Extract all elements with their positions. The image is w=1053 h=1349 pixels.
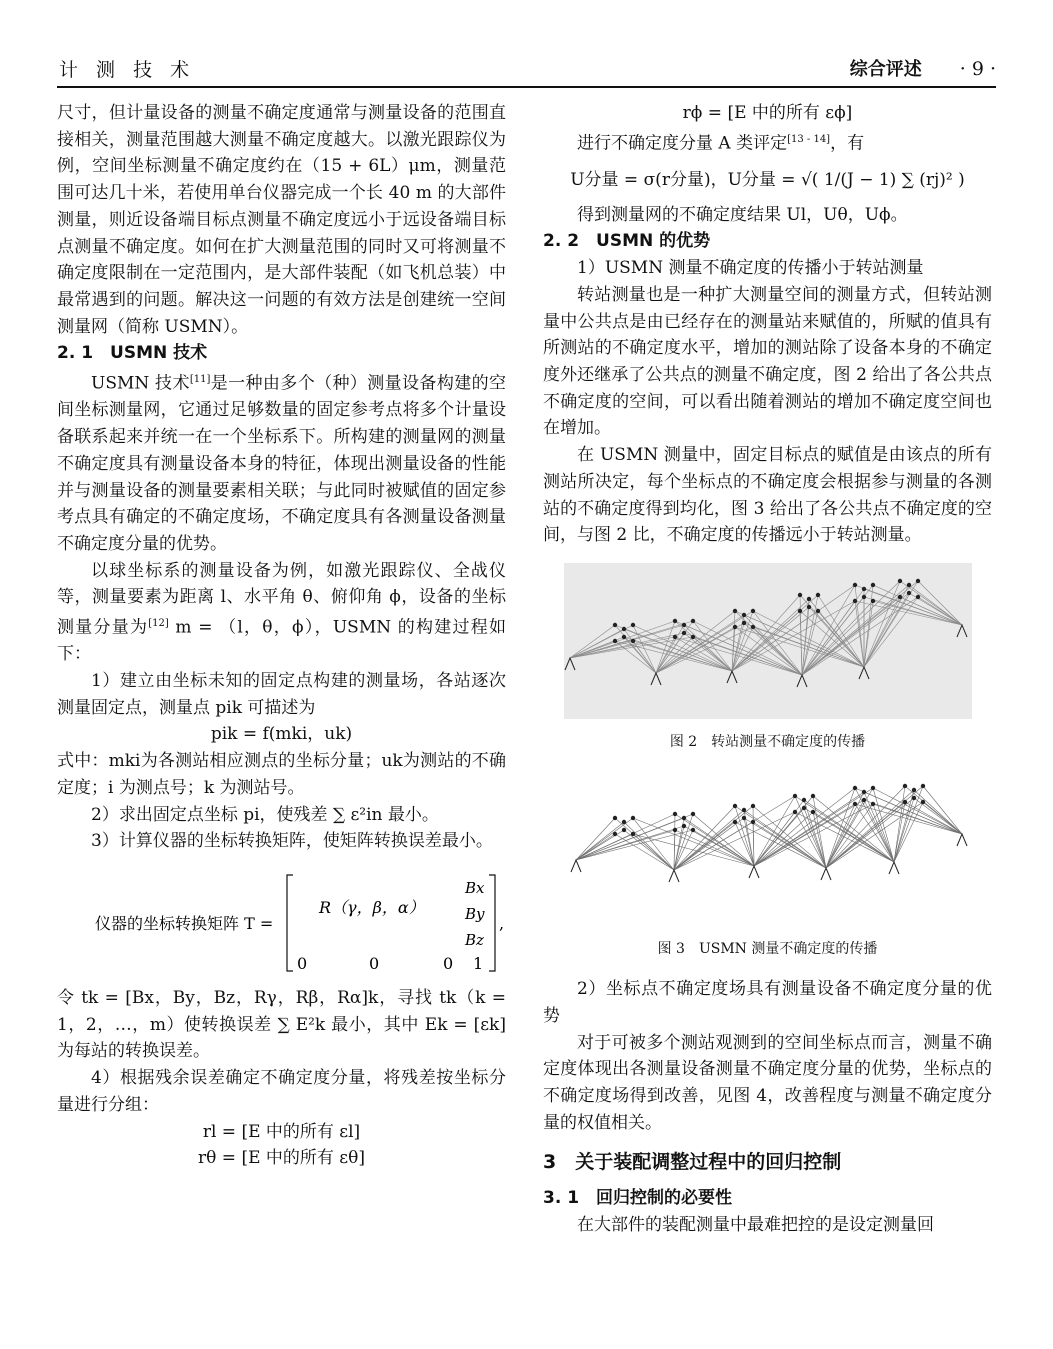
journal-name: 计 测 技 术 <box>59 59 196 81</box>
citation: [12] <box>148 618 169 630</box>
paragraph: 尺寸，但计量设备的测量不确定度通常与测量设备的范围直接相关，测量范围越大测量不确定度越大。以激光跟踪仪为例，空间坐标测量不确定度约在（15 + 6L）μm，测量范围可达几十米，若使用单台仪器完成一个长 40 m 的大部件测量，则近设备端目标点测量不确定度远小于远设备端目标点测量不确定度。如何在扩大测量范围的同时又可将测量不确定度限制在一定范围内，是大部件装配（如飞机总装）中最常遇到的问题。解决这一问题的有效方法是创建统一空间测量网（简称 USMN）。 <box>57 103 506 337</box>
paragraph: 2）坐标点不确定度场具有测量设备不确定度分量的优势 <box>543 979 992 1027</box>
figure-3-graphic <box>564 770 972 910</box>
page-header <box>57 50 996 88</box>
right-column <box>543 100 992 1239</box>
figure-2-image <box>564 563 972 719</box>
subsection-heading: 3. 1 回归控制的必要性 <box>543 1188 733 1209</box>
equation: rθ = [E 中的所有 εθ] <box>198 1148 365 1169</box>
paragraph-text: 是一种由多个（种）测量设备构建的空间坐标测量网，它通过足够数量的固定参考点将多个计量设备联系起来并统一在一个坐标系下。所构建的测量网的测量不确定度具有测量设备本身的特征，体现出测量设备的性能并与测量设备的测量要素相关联；与此同时被赋值的固定参考点具有确定的不确定度场，不确定度具有各测量设备测量不确定度分量的优势。 <box>57 373 506 554</box>
section-heading: 2. 1 USMN 技术 <box>57 343 208 364</box>
step-1: 1）建立由坐标未知的固定点构建的测量场，各站逐次测量固定点，测量点 pik 可描述为 <box>57 671 506 718</box>
equation: rϕ = [E 中的所有 εϕ] <box>682 103 853 123</box>
page-number: · 9 · <box>959 58 996 80</box>
paragraph-text: ，有 <box>830 133 865 154</box>
matrix-zero: 0 <box>443 954 454 973</box>
matrix-zero: 0 <box>369 954 380 973</box>
matrix-label: 仪器的坐标转换矩阵 T = <box>95 914 274 933</box>
paragraph: 1）USMN 测量不确定度的传播小于转站测量 <box>577 258 924 279</box>
matrix-equation <box>57 869 506 977</box>
section-heading: 2. 2 USMN 的优势 <box>543 231 711 252</box>
equation: pik = f(mki，uk) <box>210 724 353 745</box>
paragraph-text: 以球坐标系的测量设备为例，如激光跟踪仪、全战仪等，测量要素为距离 l、水平角 θ、俯仰角 ϕ，设备的坐标测量分量为 <box>57 560 506 638</box>
header-right <box>850 55 996 81</box>
matrix-by: By <box>465 905 485 923</box>
paragraph <box>543 127 992 157</box>
paragraph-text: 进行不确定度分量 A 类评定 <box>577 133 788 154</box>
figure-2-graphic <box>564 563 972 719</box>
paragraph: 在大部件的装配测量中最难把控的是设定测量回 <box>577 1214 934 1235</box>
matrix-bx: Bx <box>465 879 485 897</box>
paragraph: 转站测量也是一种扩大测量空间的测量方式，但转站测量中公共点是由已经存在的测量站来赋值的，所赋的值具有所测站的不确定度水平，增加的测站除了设备本身的不确定度外还继承了公共点的测量不确定度，图 2 给出了各公共点不确定度的空间，可以看出随着测站的增加不确定度空间也在增加。 <box>543 284 992 439</box>
left-column <box>57 100 506 1172</box>
equation: rl = [E 中的所有 εl] <box>202 1121 361 1142</box>
section-heading: 3 关于装配调整过程中的回归控制 <box>543 1150 842 1173</box>
step-2: 2）求出固定点坐标 pi，使残差 ∑ ε²in 最小。 <box>91 804 439 825</box>
section-name: 综合评述 <box>849 59 922 80</box>
step-4: 4）根据残余误差确定不确定度分量，将残差按坐标分量进行分组： <box>57 1068 506 1115</box>
paragraph-text: m = （l，θ，ϕ），USMN 的构建过程如下： <box>57 617 507 665</box>
paragraph <box>57 558 506 668</box>
step-3: 3）计算仪器的坐标转换矩阵，使矩阵转换误差最小。 <box>91 831 493 852</box>
paragraph: 式中：mki为各测站相应测点的坐标分量；uk为测站的不确定度；i 为测点号；k 为测站号。 <box>57 751 506 798</box>
svg-text:,: , <box>499 914 505 933</box>
paragraph-text: USMN 技术 <box>91 373 190 394</box>
matrix-rotation: R（γ，β，α） <box>319 898 425 917</box>
citation: [11] <box>189 374 211 386</box>
figure-3-image <box>564 770 972 926</box>
citation: [13 - 14] <box>787 133 831 145</box>
paragraph: 令 tk = [Bx，By，Bz，Rγ，Rβ，Rα]k，寻找 tk（k = 1，2，…，m）使转换误差 ∑ E²k 最小，其中 Ek = [εk] 为每站的转换误差。 <box>57 988 506 1062</box>
matrix-zero: 0 <box>297 954 308 973</box>
paragraph <box>57 367 506 558</box>
matrix-one: 1 <box>473 954 484 973</box>
figure-caption: 图 3 USMN 测量不确定度的传播 <box>657 940 878 957</box>
paragraph: 对于可被多个测站观测到的空间坐标点而言，测量不确定度体现出各测量设备测量不确定度分量的优势，坐标点的不确定度场得到改善，见图 4，改善程度与测量不确定度分量的权值相关。 <box>543 1032 992 1133</box>
matrix-bz: Bz <box>465 931 484 949</box>
paragraph: 在 USMN 测量中，固定目标点的赋值是由该点的所有测站所决定，每个坐标点的不确定度会根据参与测量的各测站的不确定度得到均化，图 3 给出了各公共点不确定度的空间，与图 2 比，不确定度的传播远小于转站测量。 <box>543 445 992 546</box>
paragraph: 得到测量网的不确定度结果 Ul，Uθ，Uϕ。 <box>577 204 908 225</box>
figure-caption: 图 2 转站测量不确定度的传播 <box>669 733 866 750</box>
matrix-brackets <box>57 869 506 977</box>
equation: U分量 = σ(r分量)，U分量 = √( 1/(J − 1) ∑ (rj)² ) <box>570 170 965 191</box>
